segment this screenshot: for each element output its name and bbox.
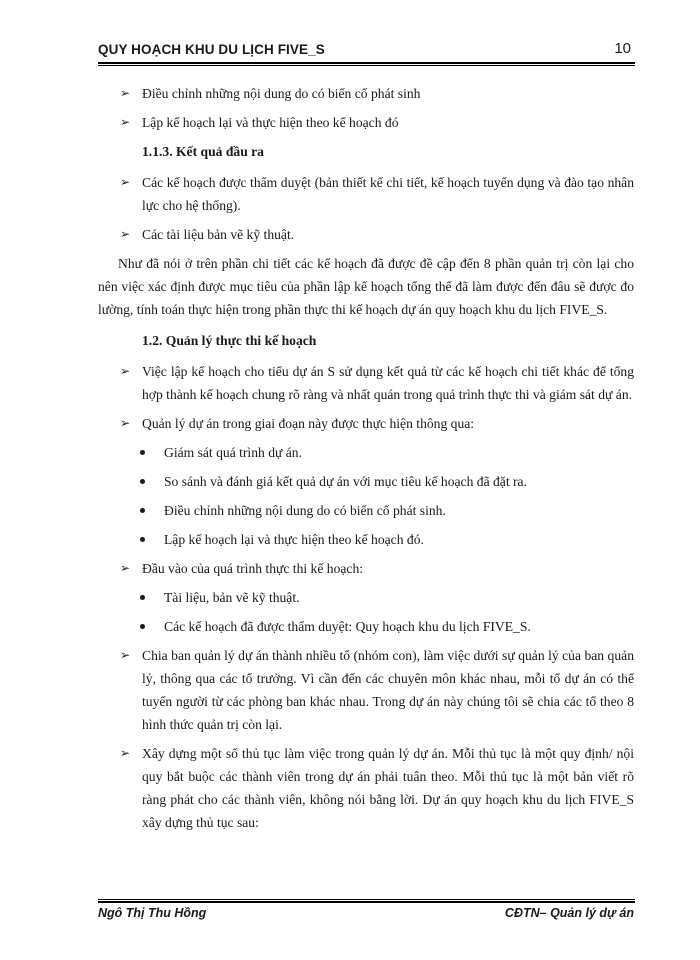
dot-bullet-icon [140,479,145,484]
list-item: ➢ Việc lập kế hoạch cho tiểu dự án S sử dụng kết quả từ các kế hoạch chi tiết khác để tổng hợp thành kế hoạch chung rõ ràng và nhất quán trong quá trình thực thi và giám sát dự án. [98,360,634,406]
sub-list-item: Lập kế hoạch lại và thực hiện theo kế hoạch đó. [98,528,634,551]
arrow-bullet-icon: ➢ [120,648,131,662]
arrow-bullet-icon: ➢ [120,86,131,100]
sub-list-item: Điều chỉnh những nội dung do có biến cố phát sinh. [98,499,634,522]
sub-list-item: Tài liệu, bản vẽ kỹ thuật. [98,586,634,609]
arrow-bullet-icon: ➢ [120,115,131,129]
dot-bullet-icon [140,595,145,600]
arrow-bullet-icon: ➢ [120,364,131,378]
header-title: QUY HOẠCH KHU DU LỊCH FIVE_S [98,42,325,57]
dot-bullet-icon [140,508,145,513]
sub-list-item: Các kế hoạch đã được thẩm duyệt: Quy hoạch khu du lịch FIVE_S. [98,615,634,638]
footer-divider [98,899,635,903]
arrow-bullet-icon: ➢ [120,175,131,189]
arrow-bullet-icon: ➢ [120,227,131,241]
page-header [98,40,633,62]
list-item: ➢ Đầu vào của quá trình thực thi kế hoạch: [98,557,634,580]
arrow-bullet-icon: ➢ [120,746,131,760]
section-heading-1-2: 1.2. Quản lý thực thi kế hoạch [142,333,317,348]
arrow-bullet-icon: ➢ [120,416,131,430]
list-item: ➢ Quản lý dự án trong giai đoạn này được thực hiện thông qua: [98,412,634,435]
page-number: 10 [614,40,631,57]
list-item: ➢ Các tài liệu bản vẽ kỹ thuật. [98,223,634,246]
sub-list-item: So sánh và đánh giá kết quả dự án với mục tiêu kế hoạch đã đặt ra. [98,470,634,493]
list-item: ➢ Các kế hoạch được thẩm duyệt (bản thiết kế chi tiết, kế hoạch tuyển dụng và đào tạo nhân lực cho hệ thống). [98,171,634,217]
section-heading-1-1-3: 1.1.3. Kết quả đầu ra [142,144,264,159]
list-item: ➢ Xây dựng một số thủ tục làm việc trong quản lý dự án. Mỗi thủ tục là một quy định/ nội quy bắt buộc các thành viên trong dự án phải tuân theo. Mỗi thủ tục là một bản viết rõ ràng phát cho các thành viên, không nói bằng lời. Dự án quy hoạch khu du lịch FIVE_S xây dựng thủ tục sau: [98,742,634,834]
list-item: ➢ Điều chỉnh những nội dung do có biến cố phát sinh [98,82,634,105]
header-divider [98,62,635,66]
dot-bullet-icon [140,450,145,455]
footer-course: CĐTN– Quản lý dự án [504,906,634,920]
body-paragraph: Như đã nói ở trên phần chi tiết các kế hoạch đã được đề cập đến 8 phần quản trị còn lại cho nên việc xác định được mục tiêu của phần lập kế hoạch tổng thể đã làm được đến đâu sẽ được đo lường, tính toán thực hiện trong phần thực thi kế hoạch dự án quy hoạch khu du lịch FIVE_S. [98,256,634,317]
dot-bullet-icon [140,537,145,542]
page-body [98,82,634,840]
arrow-bullet-icon: ➢ [120,561,131,575]
sub-list-item: Giám sát quá trình dự án. [98,441,634,464]
footer-author: Ngô Thị Thu Hồng [98,906,207,920]
list-item: ➢ Chia ban quản lý dự án thành nhiều tổ (nhóm con), làm việc dưới sự quản lý của ban quản lý, thông qua các tổ trưởng. Vì cần đến các chuyên môn khác nhau, mỗi tổ dự án có thể tuyển người từ các phòng ban khác nhau. Trong dự án này chúng tôi sẽ chia các tổ theo 8 hình thức quản trị còn lại. [98,644,634,736]
list-item: ➢ Lập kế hoạch lại và thực hiện theo kế hoạch đó [98,111,634,134]
dot-bullet-icon [140,624,145,629]
